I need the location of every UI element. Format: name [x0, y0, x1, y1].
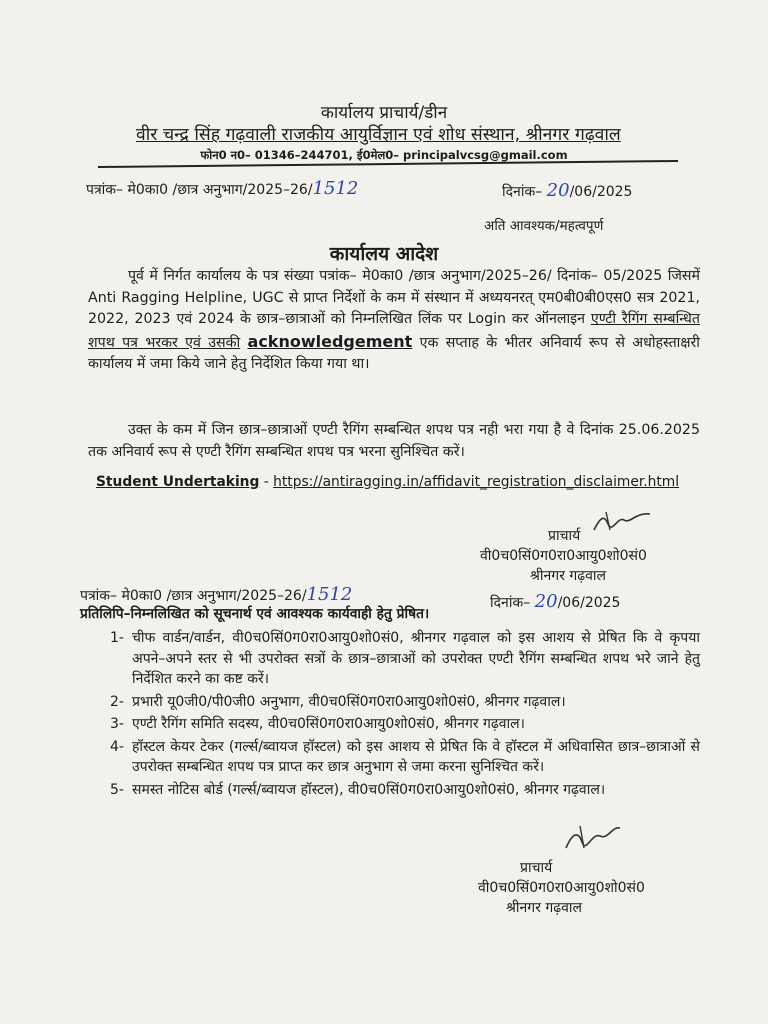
signatory-place-1: श्रीनगर गढ़वाल [530, 568, 607, 584]
date-prefix: दिनांक– [502, 184, 543, 200]
paragraph-1-underlined: एण्टी रैगिंग सम्बन्धित शपथ पत्र भरकर एवं उसकी [88, 311, 700, 351]
paragraph-1-text: पूर्व में निर्गत कार्यालय के पत्र संख्या पत्रांक– मे0का0 /छात्र अनुभाग/2025–26/ दिनांक– 05/2025 जिसमें Anti Ragging Helpline, UGC से प्राप्त निर्देशों के कम में संस्थान में अध्ययनरत् एम0बी0बी0एस0 सत्र 2021, 2022, 2023 एवं 2024 के छात्र–छात्राओं को निम्नलिखित लिंक पर Login कर ऑनलाइन [88, 268, 700, 327]
copy-date-prefix: दिनांक– [490, 595, 531, 611]
acknowledgement-word: acknowledgement [247, 331, 413, 351]
institute-name: वीर चन्द्र सिंह गढ़वाली राजकीय आयुर्विज्ञान एवं शोध संस्थान, श्रीनगर गढ़वाल [136, 125, 621, 145]
order-title: कार्यालय आदेश [329, 243, 439, 265]
contact-line: फोन0 न0– 01346–244701, ई0मेल0– principalvcsg@gmail.com [200, 148, 568, 162]
date-suffix: /06/2025 [569, 184, 633, 200]
order-paragraph-2: उक्त के कम में जिन छात्र–छात्राओं एण्टी रैगिंग सम्बन्धित शपथ पत्र नही भरा गया है वे दिनांक 25.06.2025 तक अनिवार्य रूप से एण्टी रैगिंग सम्बन्धित शपथ पत्र भरना सुनिश्चित करें। [88, 422, 700, 460]
copy-reference-number [80, 584, 352, 605]
signature-scribble-1 [590, 508, 654, 536]
list-item: 2- प्रभारी यू0जी0/पी0जी0 अनुभाग, वी0च0सिं0ग0रा0आयु0शो0सं0, श्रीनगर गढ़वाल। [110, 693, 566, 710]
undertaking-label: Student Undertaking [96, 474, 260, 490]
reference-number [86, 178, 358, 199]
undertaking-link[interactable]: https://antiragging.in/affidavit_registration_disclaimer.html [273, 474, 680, 490]
copy-reference-date [490, 591, 620, 612]
handwritten-letter-number: 1512 [312, 178, 359, 199]
order-paragraph-1 [88, 266, 700, 376]
copy-heading: प्रतिलिपि–निम्नलिखित को सूचनार्थ एवं आवश्यक कार्यवाही हेतु प्रेषित। [80, 606, 430, 622]
signatory-place-2: श्रीनगर गढ़वाल [506, 900, 583, 916]
signature-scribble-2 [560, 820, 624, 854]
reference-date [502, 180, 632, 201]
handwritten-date-day: 20 [546, 180, 570, 201]
priority-label: अति आवश्यक/महत्वपूर्ण [484, 218, 604, 234]
signatory-title-2: प्राचार्य [520, 860, 553, 876]
list-item: 5- समस्त नोटिस बोर्ड (गर्ल्स/ब्वायज हॉस्टल), वी0च0सिं0ग0रा0आयु0शो0सं0, श्रीनगर गढ़वाल। [110, 781, 606, 798]
paragraph-1-tail: एक सप्ताह के भीतर अनिवार्य रूप से अधोहस्ताक्षरी कार्यालय में जमा किये जाने हेतु निर्देशित किया गया था। [88, 334, 700, 372]
signatory-org-1: वी0च0सिं0ग0रा0आयु0शो0सं0 [480, 548, 647, 564]
undertaking-separator: - [259, 474, 274, 490]
list-item: 3- एण्टी रैगिंग समिति सदस्य, वी0च0सिं0ग0रा0आयु0शो0सं0, श्रीनगर गढ़वाल। [110, 716, 525, 732]
list-item: 1- चीफ वार्डन/वार्डन, वी0च0सिं0ग0रा0आयु0शो0सं0, श्रीनगर गढ़वाल को इस आशय से प्रेषित कि वे कृपया अपने–अपने स्तर से भी उपरोक्त सत्रों के छात्र–छात्राओं को उपरोक्त एण्टी रैगिंग सम्बन्धित शपथ भरे जाने हेतु निर्देशित करने का कष्ट करें। [110, 630, 700, 687]
copy-reference-prefix: पत्रांक– मे0का0 /छात्र अनुभाग/2025–26/ [80, 588, 307, 604]
undertaking-row [96, 474, 679, 490]
reference-prefix: पत्रांक– मे0का0 /छात्र अनुभाग/2025–26/ [86, 182, 313, 198]
handwritten-copy-number: 1512 [306, 584, 353, 605]
copy-list [110, 628, 700, 802]
signatory-title-1: प्राचार्य [548, 528, 581, 544]
office-heading: कार्यालय प्राचार्य/डीन [320, 103, 448, 123]
handwritten-copy-day: 20 [534, 591, 558, 612]
list-item: 4- हॉस्टल केयर टेकर (गर्ल्स/ब्वायज हॉस्टल) को इस आशय से प्रेषित कि वे हॉस्टल में अधिवासित छात्र–छात्राओं से उपरोक्त सम्बन्धित शपथ पत्र प्राप्त कर छात्र अनुभाग से जमा करना सुनिश्चित करें। [110, 738, 700, 775]
signatory-org-2: वी0च0सिं0ग0रा0आयु0शो0सं0 [478, 880, 645, 896]
copy-date-suffix: /06/2025 [557, 595, 621, 611]
